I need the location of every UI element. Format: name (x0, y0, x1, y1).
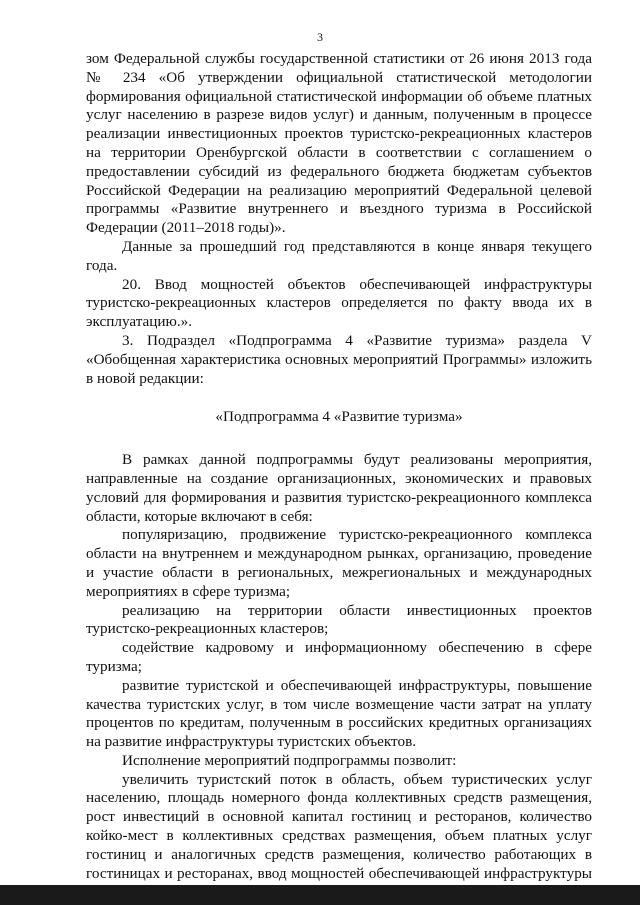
paragraph-outcomes-intro: Исполнение мероприятий подпрограммы позволит: (122, 751, 457, 769)
document-body (86, 50, 592, 902)
list-item-tourist-flow: увеличить туристский поток в область, объем туристических услуг населению, площадь номерного фонда коллективных средств размещения, рост инвестиций в основной капитал гостиниц и ресторанов, количество койко-мест в коллективных средствах размещения, объем платных услуг гостиниц и аналогичных средств размещения, количество работающих в гостиницах и ресторанах, ввод мощностей обеспечивающей инфраструктуры (86, 770, 592, 882)
list-item-infrastructure: развитие туристской и обеспечивающей инфраструктуры, повышение качества туристских услуг, в том числе возмещение части затрат на уплату процентов по кредитам, полученным в российских кредитных организациях на развитие инфраструктуры туристских объектов. (86, 676, 592, 751)
paragraph-intro: В рамках данной подпрограммы будут реализованы мероприятия, направленные на создание организационных, экономических и правовых условий для формирования и развития туристско-рекреационного комплекса области, которые включают в себя: (86, 451, 592, 525)
list-item-popularization: популяризацию, продвижение туристско-рекреационного комплекса области на внутреннем и международном рынках, организацию, проведение и участие области в региональных, межрегиональных и международных мероприятиях в сфере туризма; (86, 526, 592, 600)
paragraph-continued: зом Федеральной службы государственной статистики от 26 июня 2013 года № 234 «Об утверждении официальной статистической методологии формирования официальной статистической информации об объеме платных услуг населению в разрезе видов услуг) и данным, полученным в процессе реализации инвестиционных проектов туристско-рекреационных кластеров на территории Оренбургской области в соответствии с соглашением о предоставлении субсидий из федерального бюджета бюджетам субъектов Российской Федерации на реализацию мероприятий Федеральной целевой программы «Развитие внутреннего и въездного туризма в Российской Федерации (2011–2018 годы)». (86, 50, 592, 237)
list-item-investment-projects: реализацию на территории области инвестиционных проектов туристско-рекреационных кластеров; (86, 601, 592, 638)
section-heading: «Подпрограмма 4 «Развитие туризма» (215, 408, 463, 426)
paragraph-item-20: 20. Ввод мощностей объектов обеспечивающей инфраструктуры туристско-рекреационных кластеров определяется по факту ввода их в эксплуатацию.». (86, 275, 592, 331)
paragraph-amendment-3: 3. Подраздел «Подпрограмма 4 «Развитие туризма» раздела V «Обобщенная характеристика основных мероприятий Программы» изложить в новой редакции: (86, 331, 592, 387)
scan-edge-band (0, 885, 640, 905)
paragraph-data-timing: Данные за прошедший год представляются в конце января текущего года. (86, 237, 592, 274)
page-number: 3 (317, 30, 323, 44)
list-item-staffing: содействие кадровому и информационному обеспечению в сфере туризма; (86, 639, 592, 675)
